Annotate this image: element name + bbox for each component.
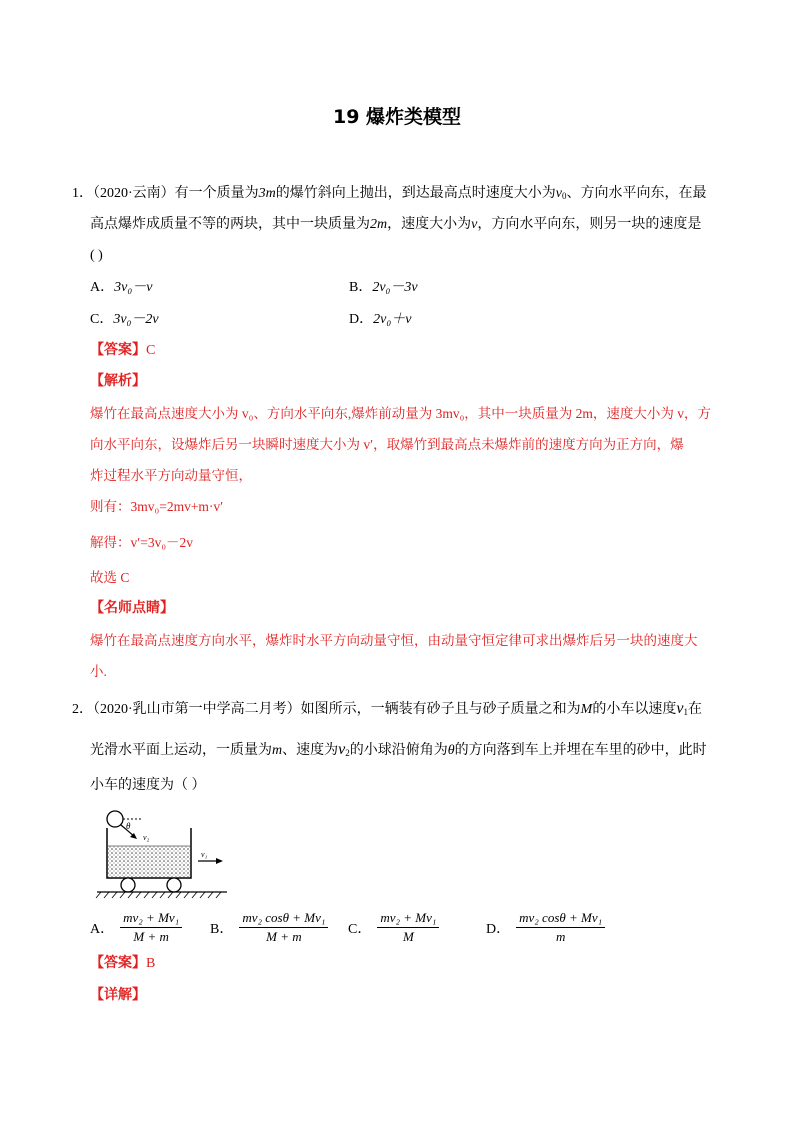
option-label: C． [348,921,372,937]
fraction [120,910,182,945]
q1-tip-line: 爆竹在最高点速度方向水平，爆炸时水平方向动量守恒，由动量守恒定律可求出爆炸后另一块的速度大 [90,633,698,648]
q2-line-1 [72,699,702,722]
q2-option-c [348,910,439,945]
answer-tag: 【答案】 [90,343,146,358]
q1-text: 、方向水平向东，在最 [566,186,707,201]
option-label: D． [486,921,511,937]
q2-sub: 2 [345,748,350,758]
fraction-numerator: mv₂ cosθ + Mv₁ [516,910,605,928]
option-label: B． [210,921,234,937]
q1-analysis-line: 向水平向东，设爆炸后另一块瞬时速度大小为 v′，取爆竹到最高点未爆炸前的速度方向为正方向，爆 [90,437,684,452]
q2-text: 的小球沿俯角为 [349,743,448,758]
q1-option-d [349,310,411,330]
wheel-icon [121,878,135,892]
option-label: A． [90,280,115,295]
v2-label: v₂ [143,833,150,842]
q2-text: 光滑水平面上运动，一质量为 [90,743,272,758]
q1-tip-line: 小. [90,664,107,679]
sand-fill [108,846,190,877]
fraction-numerator: mv₂ + Mv₁ [120,910,182,928]
option-label: C． [90,312,114,327]
q2-var: v [338,741,346,758]
q2-text: （2020·乳山市第一中学高二月考）如图所示，一辆装有砂子且与砂子质量之和为 [93,702,581,717]
q1-analysis-line: 爆竹在最高点速度大小为 v₀、方向水平向东,爆炸前动量为 3mv₀，其中一块质量为 2m，速度大小为 v，方 [90,406,712,421]
ball-icon [107,811,123,827]
q2-var: M [580,702,593,717]
fraction [239,910,328,945]
q1-analysis-line: 炸过程水平方向动量守恒， [90,468,252,483]
fraction-denominator: m [555,929,566,944]
q1-analysis-tag: 【解析】 [90,374,146,389]
q2-line-2 [90,740,707,763]
option-text: 3v₀－2v [113,312,159,327]
option-label: A． [90,921,115,937]
q2-var: m [272,743,283,758]
q2-text: 的方向落到车上并埋在车里的砂中，此时 [454,743,707,758]
page-title: 19 爆炸类模型 [332,106,462,128]
q1-mass: 2m [370,217,388,232]
fraction [516,910,605,945]
answer-tag: 【答案】 [90,956,146,971]
q1-text: （2020·云南）有一个质量为 [93,186,259,201]
q1-answer [90,341,155,361]
q1-option-b [349,278,418,298]
q2-answer [90,954,155,974]
q1-var: v [555,186,563,201]
q1-tip-tag: 【名师点睛】 [90,601,174,616]
q2-detail-tag: 【详解】 [90,988,146,1003]
wheel-icon [167,878,181,892]
q2-option-d [486,910,605,945]
q2-text: 在 [687,702,702,717]
fraction-denominator: M [402,929,414,944]
q1-line-2 [90,215,701,235]
q2-var: θ [447,743,455,758]
q1-text: ，方向水平向东，则另一块的速度是 [477,217,702,232]
fraction-denominator: M + m [266,929,302,944]
answer-value: B [146,956,156,971]
q1-analysis-line: 故选 C [90,570,130,585]
q1-option-c [90,310,159,330]
q1-analysis-line: 解得：v′=3v₀－2v [90,535,194,550]
q2-sub: 1 [683,707,688,717]
q1-line-3: ( ) [90,248,103,263]
q2-text: 、速度为 [282,743,339,758]
q1-analysis-line: 则有：3mv₀=2mv+m·v′ [90,499,224,514]
q1-line-1 [72,184,707,206]
q1-sub: 0 [562,191,567,201]
option-text: 2v₀－3v [372,280,418,295]
cart-figure [95,808,235,900]
v1-label: v₁ [201,850,208,859]
theta-label: θ [126,821,131,831]
q2-option-b [210,910,328,945]
arrowhead-icon [216,858,223,864]
q1-var: v [471,217,478,232]
q1-number: 1． [72,186,93,201]
fraction-numerator: mv₂ cosθ + Mv₁ [239,910,328,928]
q1-mass: 3m [258,186,276,201]
q2-option-a [90,910,182,945]
q2-var: v [676,700,684,717]
q2-line-3: 小车的速度为（ ） [90,778,206,793]
q2-text: 的小车以速度 [592,702,677,717]
q2-number: 2． [72,702,93,717]
ground-hatch [96,892,221,898]
q1-text: 的爆竹斜向上抛出，到达最高点时速度大小为 [275,186,556,201]
answer-value: C [146,343,156,358]
q1-option-a [90,278,152,298]
fraction-numerator: mv₂ + Mv₁ [377,910,439,928]
q1-text: 高点爆炸成质量不等的两块，其中一块质量为 [90,217,370,232]
option-label: B． [349,280,373,295]
fraction-denominator: M + m [133,929,169,944]
q1-text: ，速度大小为 [387,217,472,232]
option-text: 2v₀＋v [373,312,412,327]
fraction [377,910,439,945]
option-text: 3v₀－v [114,280,153,295]
option-label: D． [349,312,374,327]
